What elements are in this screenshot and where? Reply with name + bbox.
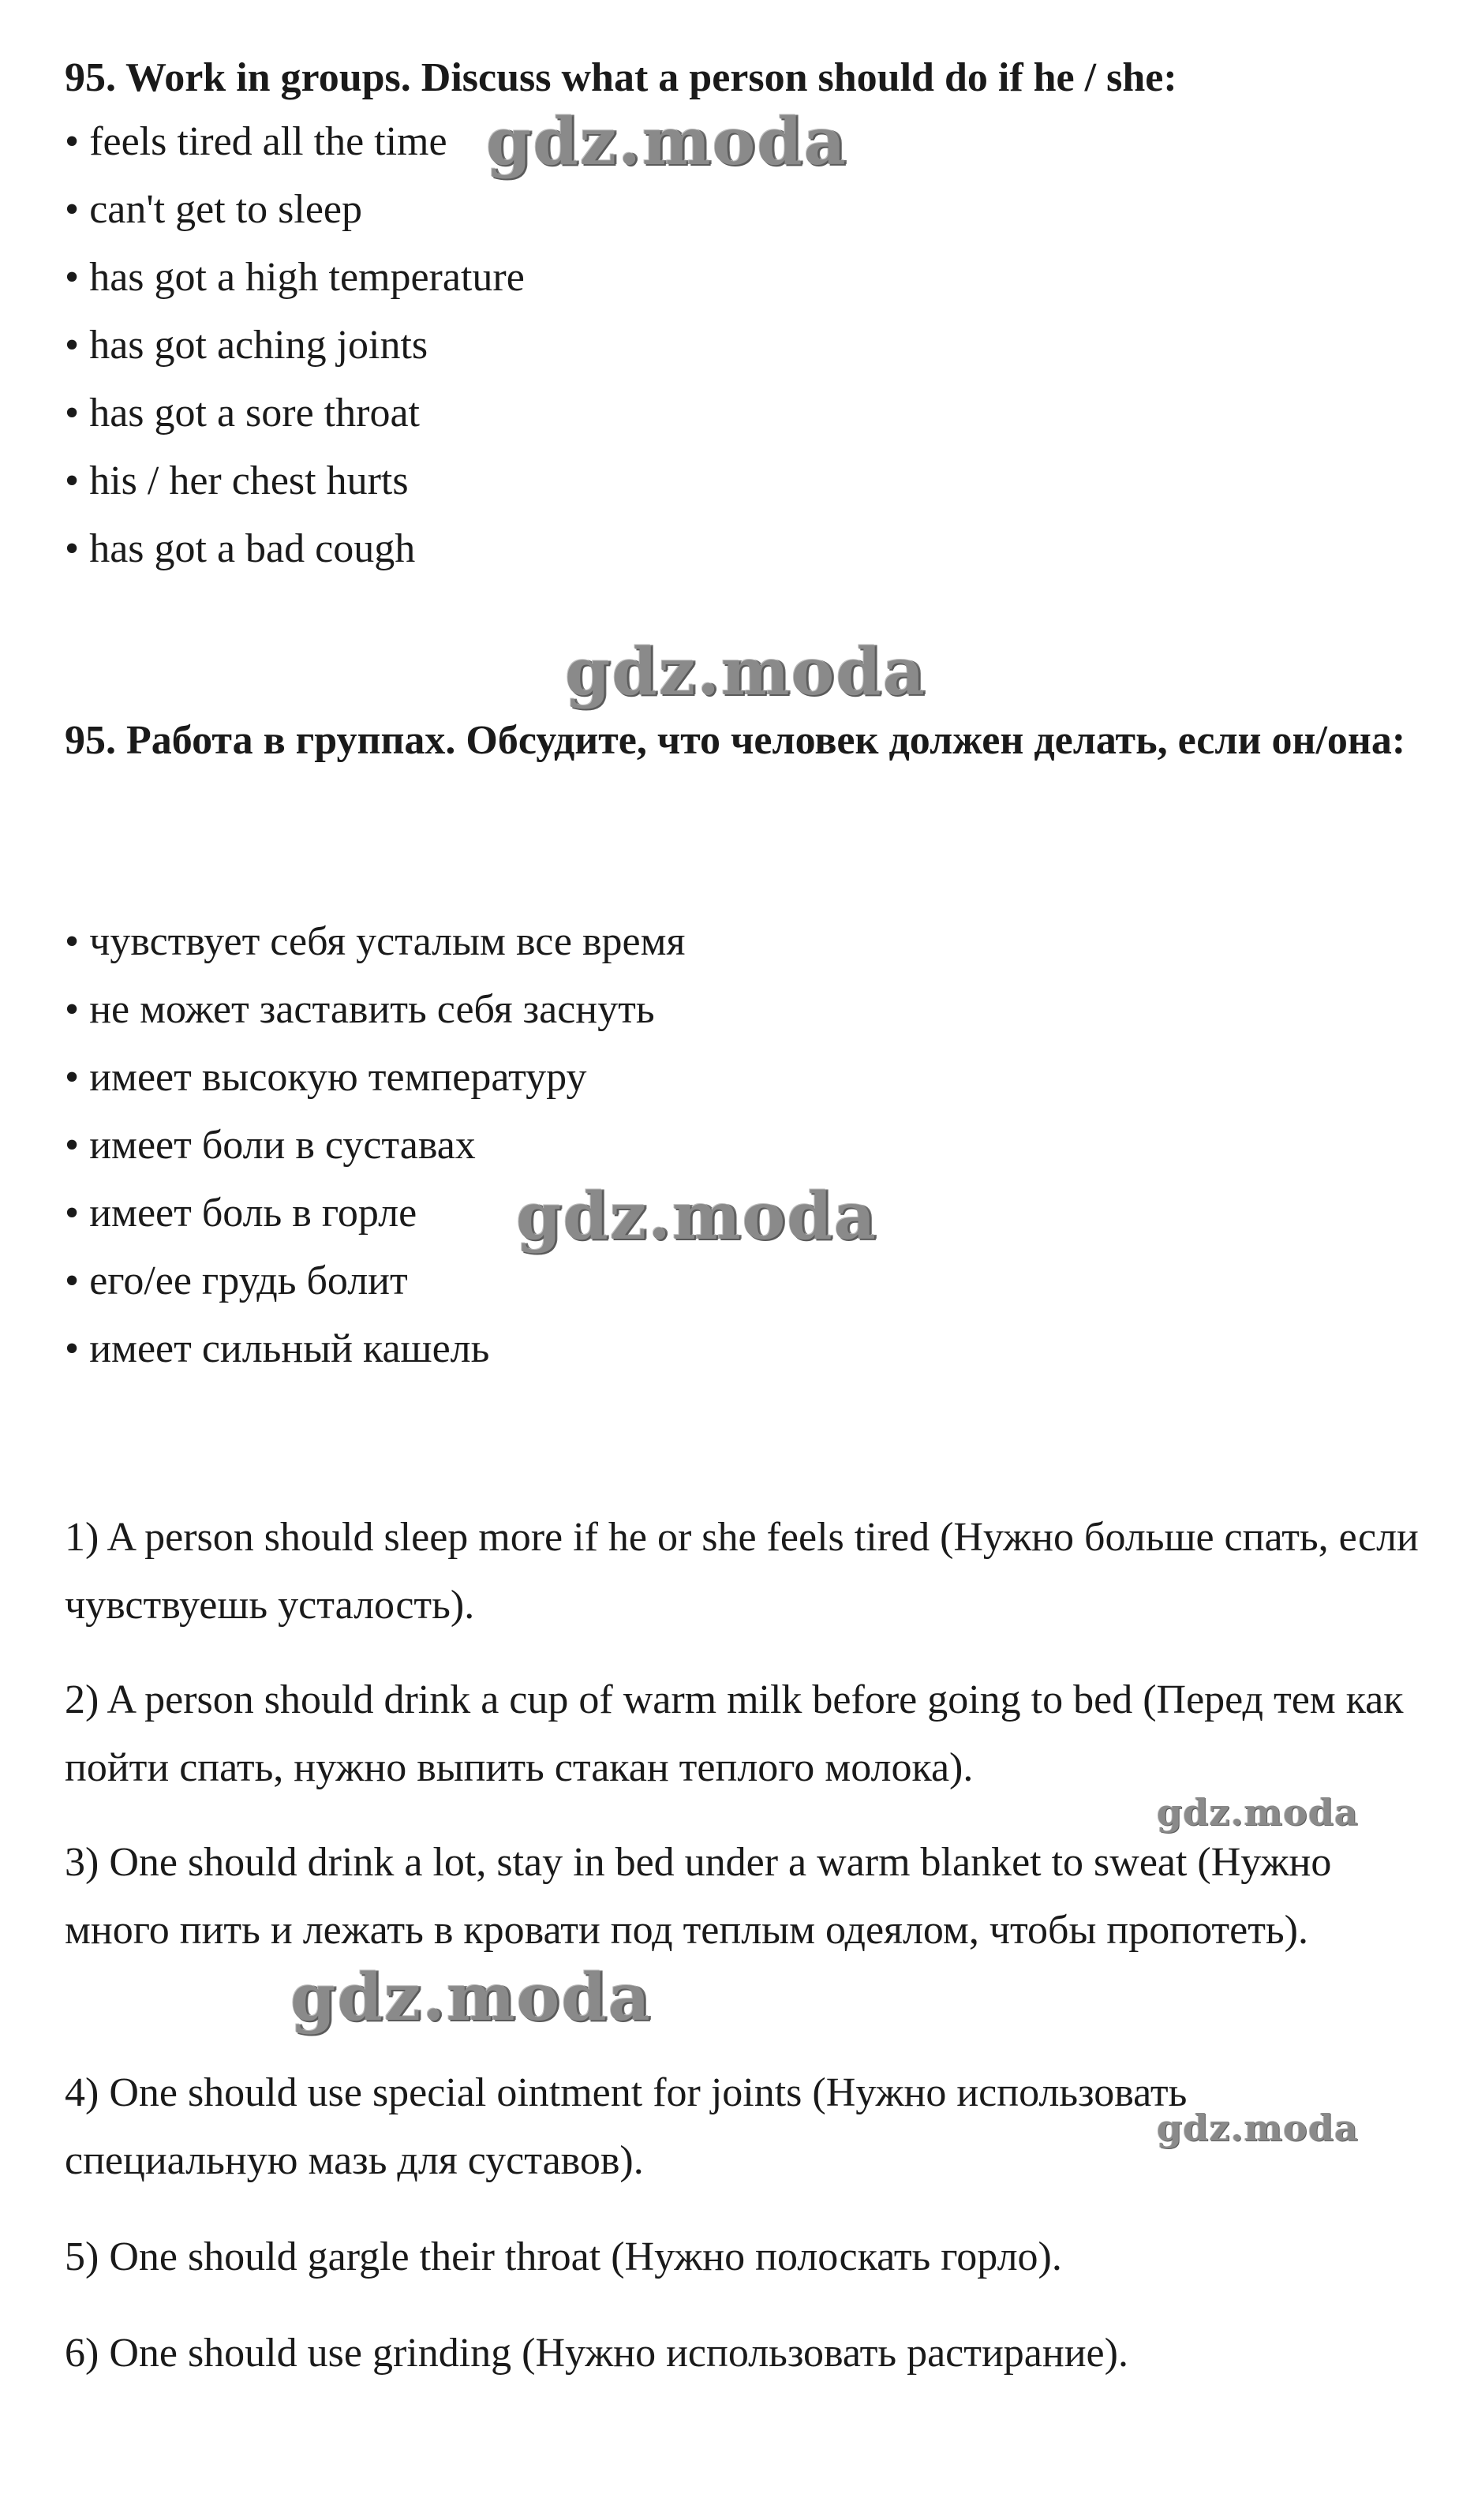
english-item: • has got a bad cough [65,526,416,571]
english-heading: 95. Work in groups. Discuss what a person should do if he / she: [65,55,1177,100]
russian-item: • чувствует себя усталым все время [65,919,686,964]
russian-item: • имеет сильный кашель [65,1326,490,1371]
answer-2: 2) A person should drink a cup of warm milk before going to bed (Перед тем как пойти спать, нужно выпить стакан теплого молока). [65,1677,1404,1790]
english-item: • has got aching joints [65,323,428,368]
watermark-logo: gdz.moda [486,104,847,180]
watermark-logo: gdz.moda [290,1960,652,2036]
watermark-logo: gdz.moda [1157,1791,1359,1834]
answer-5: 5) One should gargle their throat (Нужно полоскать горло). [65,2234,1062,2279]
watermark-logo: gdz.moda [1157,2107,1359,2149]
russian-item: • его/ее грудь болит [65,1258,408,1303]
watermark-logo: gdz.moda [565,634,926,710]
answer-4: 4) One should use special ointment for joints (Нужно использовать специальную мазь для суставов). [65,2070,1188,2183]
russian-heading: 95. Работа в группах. Обсудите, что человек должен делать, если он/она: [65,718,1406,763]
russian-item: • имеет боли в суставах [65,1123,476,1168]
russian-item: • не может заставить себя заснуть [65,987,655,1032]
answer-6: 6) One should use grinding (Нужно использовать растирание). [65,2331,1128,2376]
russian-item: • имеет высокую температуру [65,1055,587,1100]
english-item: • has got a sore throat [65,391,420,436]
answer-1: 1) A person should sleep more if he or she feels tired (Нужно больше спать, если чувствуешь усталость). [65,1515,1419,1628]
english-item: • can't get to sleep [65,187,362,232]
english-item: • feels tired all the time [65,119,447,164]
answer-3: 3) One should drink a lot, stay in bed under a warm blanket to sweat (Нужно много пить и лежать в кровати под теплым одеялом, чтобы пропотеть). [65,1840,1332,1953]
english-item: • has got a high temperature [65,255,525,300]
russian-item: • имеет боль в горле [65,1191,417,1236]
english-item: • his / her chest hurts [65,458,409,503]
watermark-logo: gdz.moda [516,1179,877,1254]
